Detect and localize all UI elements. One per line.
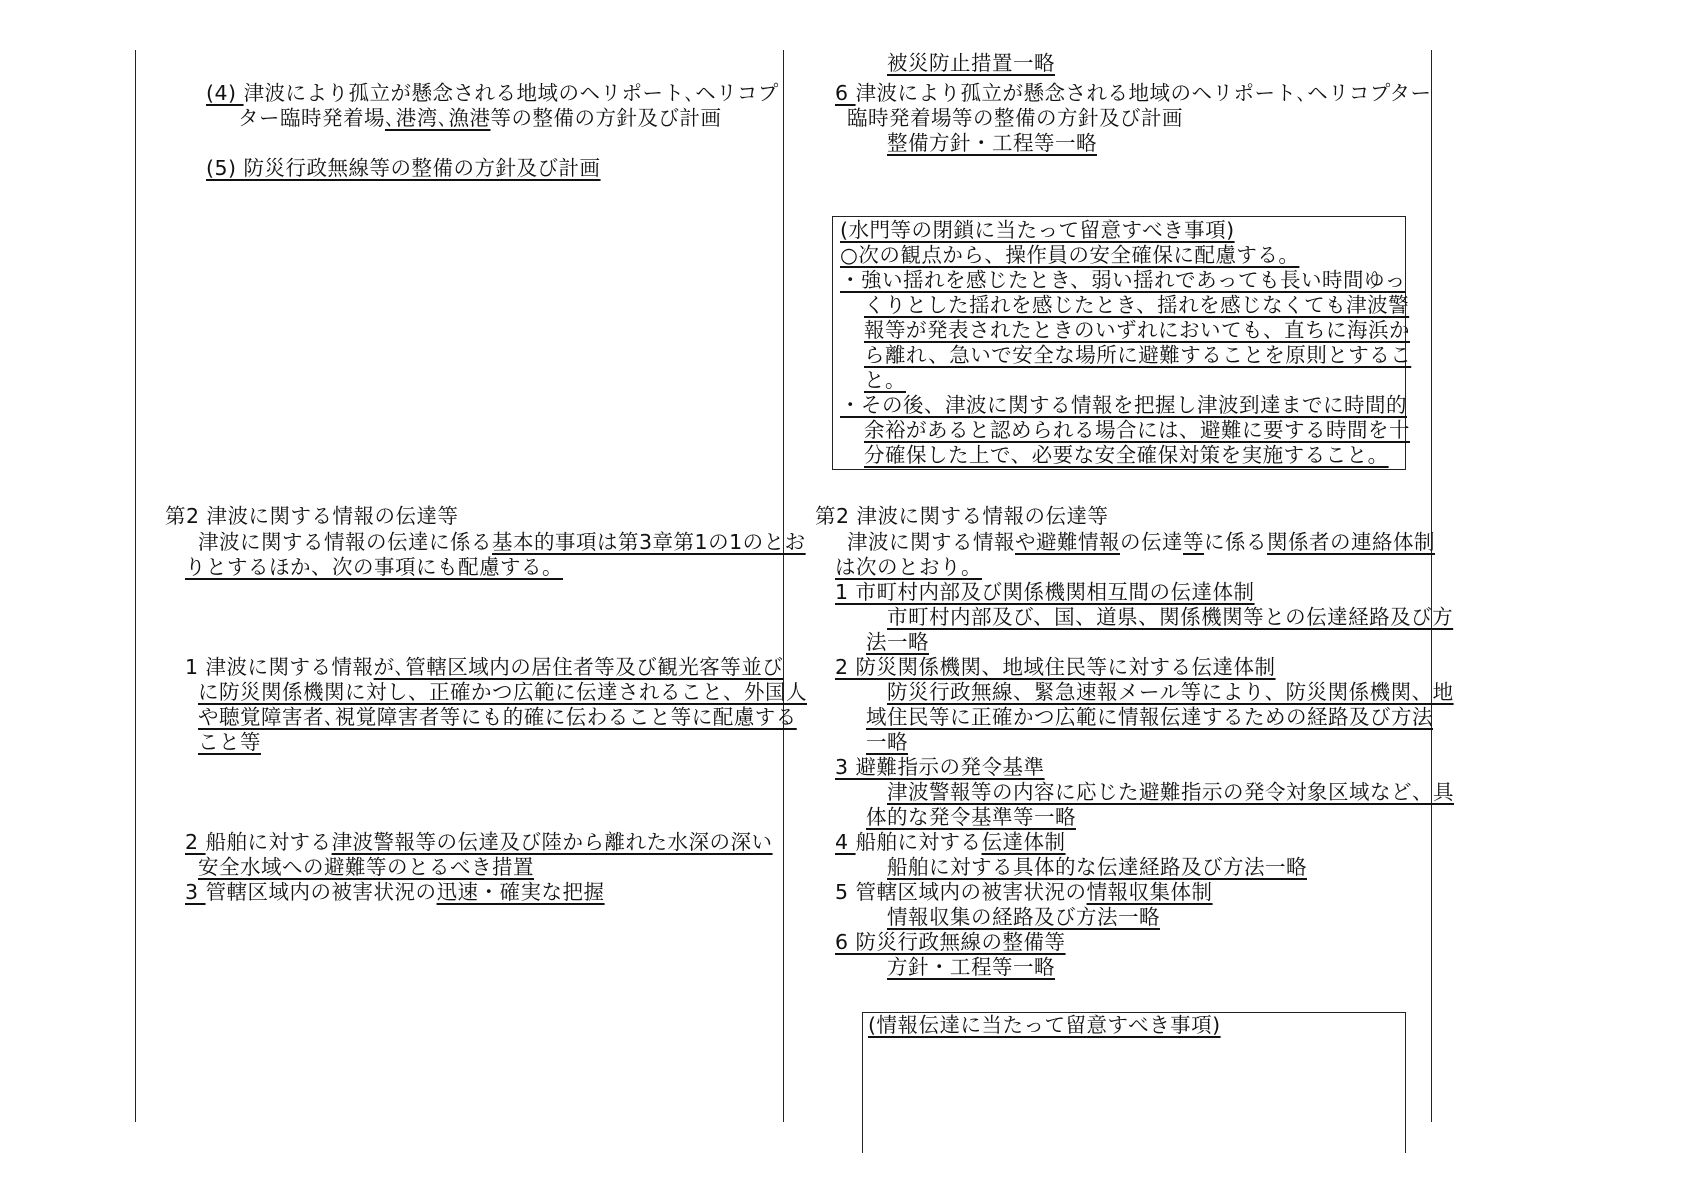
right-item2-body2: 域住民等に正確かつ広範に情報伝達するための経路及び方法 (866, 705, 1433, 729)
right-item2-body1: 防災行政無線、緊急速報メール等により、防災関係機関、地 (887, 680, 1454, 704)
right-item3-body2: 体的な発令基準等一略 (866, 805, 1076, 829)
box1-bullet1-line4: ら離れ、急いで安全な場所に避難することを原則とするこ (864, 343, 1412, 367)
box1-lead: ○次の観点から、操作員の安全確保に配慮する。 (840, 243, 1300, 267)
right-item6-line2: 臨時発着場等の整備の方針及び計画 (847, 106, 1183, 130)
left-para2-line2: 安全水域への避難等のとるべき措置 (198, 855, 534, 879)
left-item5: (5) 防災行政無線等の整備の方針及び計画 (206, 156, 601, 180)
right-item2-title: 2 防災関係機関、地域住民等に対する伝達体制 (835, 655, 1276, 679)
left-section2-body2: りとするほか、次の事項にも配慮する。 (185, 555, 563, 579)
right-border-line (1431, 50, 1432, 1122)
center-divider-line (783, 50, 784, 1122)
right-section2-title: 第2 津波に関する情報の伝達等 (815, 504, 1109, 528)
right-item1-title: 1 市町村内部及び関係機関相互間の伝達体制 (835, 580, 1255, 604)
right-top-line: 被災防止措置一略 (887, 51, 1055, 75)
right-item5-title: 5 管轄区域内の被害状況の情報収集体制 (835, 880, 1213, 904)
box1-title: (水門等の閉鎖に当たって留意すべき事項) (840, 218, 1235, 242)
left-item4-line1: (4) 津波により孤立が懸念される地域のヘリポート､ヘリコプ (206, 81, 779, 105)
right-item3-title: 3 避難指示の発令基準 (835, 755, 1045, 779)
box1-bullet2-line1: ・その後、津波に関する情報を把握し津波到達までに時間的 (840, 393, 1407, 417)
box1-bullet1-line2: くりとした揺れを感じたとき、揺れを感じなくても津波警 (864, 293, 1410, 317)
left-item4-line2: ター臨時発着場､港湾､漁港等の整備の方針及び計画 (238, 106, 722, 130)
right-item4-title: 4 船舶に対する伝達体制 (835, 830, 1066, 854)
box1-bullet2-line2: 余裕があると認められる場合には、避難に要する時間を十 (864, 418, 1410, 442)
right-item4-body: 船舶に対する具体的な伝達経路及び方法一略 (887, 855, 1307, 879)
left-para1-line4: こと等 (198, 730, 261, 754)
left-border-line (135, 50, 136, 1122)
right-item6b-body: 方針・工程等一略 (887, 955, 1055, 979)
right-item5-body: 情報収集の経路及び方法一略 (887, 905, 1160, 929)
left-para3: 3 管轄区域内の被害状況の迅速・確実な把握 (185, 880, 605, 904)
right-item2-body3: 一略 (866, 730, 908, 754)
left-para1-line1: 1 津波に関する情報が､管轄区域内の居住者等及び観光客等並び (185, 655, 784, 679)
box1-bullet2-line3: 分確保した上で、必要な安全確保対策を実施すること。 (864, 443, 1389, 467)
right-item6b-title: 6 防災行政無線の整備等 (835, 930, 1066, 954)
box1-bullet1-line5: と。 (864, 368, 906, 392)
left-para1-line2: に防災関係機関に対し、正確かつ広範に伝達されること、外国人 (198, 680, 807, 704)
left-section2-title: 第2 津波に関する情報の伝達等 (165, 504, 459, 528)
right-item1-body1: 市町村内部及び、国、道県、関係機関等との伝達経路及び方 (887, 605, 1454, 629)
right-item6-sub: 整備方針・工程等一略 (887, 131, 1097, 155)
right-item6-line1: 6 津波により孤立が懸念される地域のヘリポート､ヘリコプター (835, 81, 1432, 105)
right-section2-body1: 津波に関する情報や避難情報の伝達等に係る関係者の連絡体制 (847, 530, 1435, 554)
right-item3-body1: 津波警報等の内容に応じた避難指示の発令対象区域など、具 (887, 780, 1454, 804)
left-para1-line3: や聴覚障害者､視覚障害者等にも的確に伝わること等に配慮する (198, 705, 797, 729)
right-section2-body2: は次のとおり。 (835, 555, 982, 579)
box2-title: (情報伝達に当たって留意すべき事項) (868, 1013, 1221, 1037)
right-item1-body2: 法一略 (866, 630, 929, 654)
box1-bullet1-line1: ・強い揺れを感じたとき、弱い揺れであっても長い時間ゆっ (840, 268, 1406, 292)
left-section2-body1: 津波に関する情報の伝達に係る基本的事項は第3章第1の1のとお (198, 530, 806, 554)
box1-bullet1-line3: 報等が発表されたときのいずれにおいても、直ちに海浜か (864, 318, 1410, 342)
left-para2-line1: 2 船舶に対する津波警報等の伝達及び陸から離れた水深の深い (185, 830, 773, 854)
